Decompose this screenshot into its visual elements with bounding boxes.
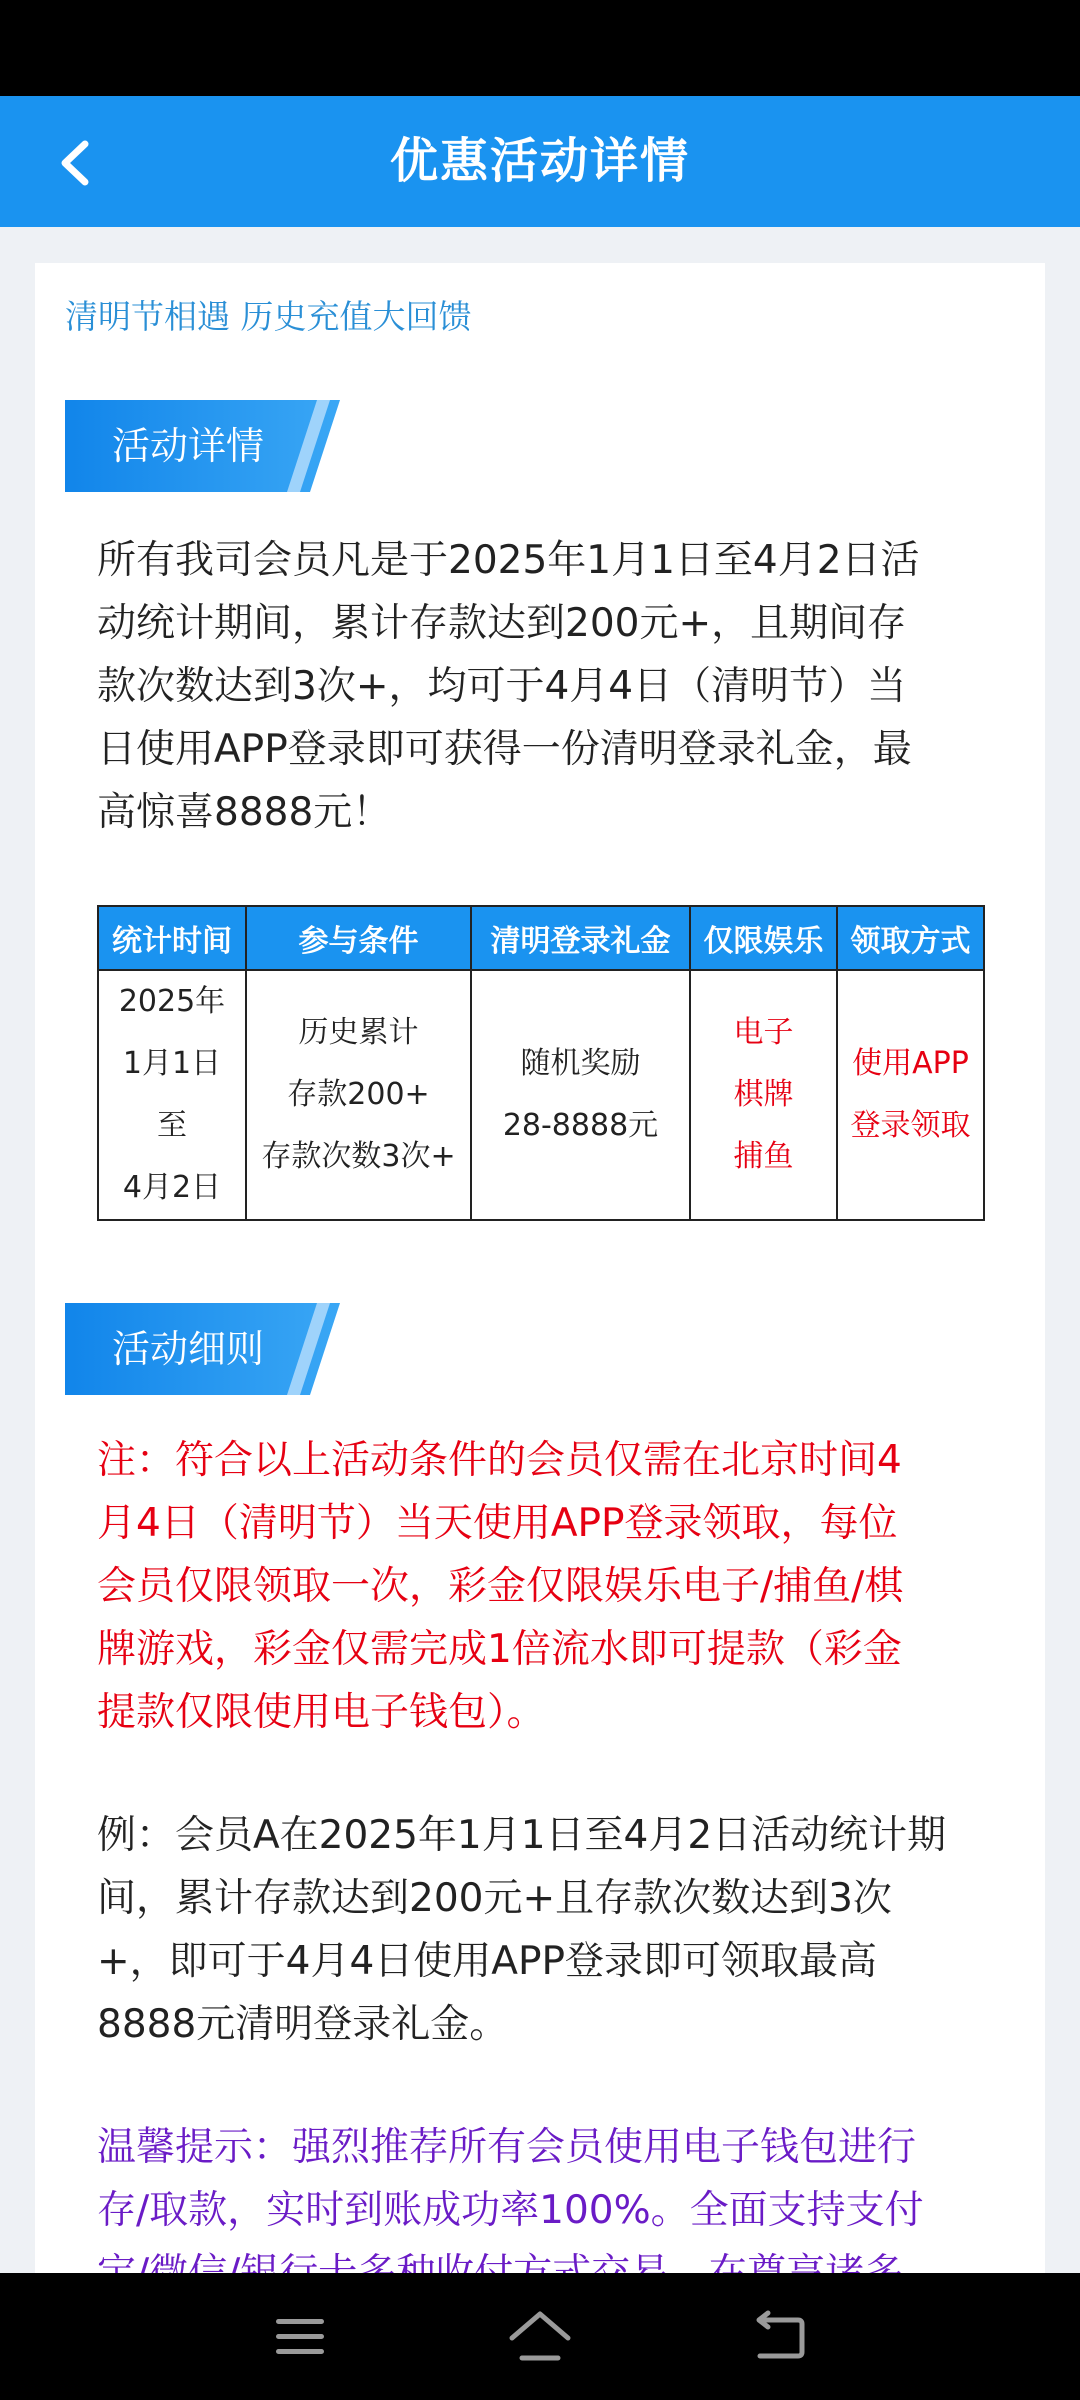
content-card [35,263,1045,2273]
activity-table [97,905,985,1221]
cell-period: 2025年 1月1日 至 4月2日 [98,970,246,1220]
table-header-cell: 清明登录礼金 [471,906,690,970]
home-icon [508,2310,572,2364]
text-line: 所有我司会员凡是于2025年1月1日至4月2日活 [97,538,920,583]
example-paragraph [97,1804,1017,2056]
chevron-left-icon [55,138,95,188]
text-line: 注：符合以上活动条件的会员仅需在北京时间4 [97,1438,902,1483]
rules-note [97,1429,1017,1744]
text-line: +，即可于4月4日使用APP登录即可领取最高 [97,1939,878,1984]
promo-title: 清明节相遇 历史充值大回馈 [65,297,472,336]
status-bar [0,0,1080,96]
text-line: 提款仅限使用电子钱包）。 [97,1690,546,1735]
text-line: 动统计期间，累计存款达到200元+，且期间存 [97,601,907,646]
section-label: 活动详情 [112,424,265,468]
text-line: 高惊喜8888元！ [97,790,392,835]
text-line: 会员仅限领取一次，彩金仅限娱乐电子/捕鱼/棋 [97,1564,904,1609]
return-button[interactable] [740,2297,820,2377]
menu-button[interactable] [260,2297,340,2377]
section-label: 活动细则 [112,1327,265,1371]
text-line: 牌游戏，彩金仅需完成1倍流水即可提款（彩金 [97,1627,902,1672]
return-icon [752,2312,808,2362]
cell-games: 电子 棋牌 捕鱼 [690,970,837,1220]
cell-bonus: 随机奖励 28-8888元 [471,970,690,1220]
table-header-cell: 统计时间 [98,906,246,970]
text-line: 款次数达到3次+，均可于4月4日（清明节）当 [97,664,907,709]
app-header [0,96,1080,227]
section-tab-details [65,400,340,492]
cell-condition: 历史累计 存款200+ 存款次数3次+ [246,970,471,1220]
text-line: 例：会员A在2025年1月1日至4月2日活动统计期 [97,1813,947,1858]
table-header-row [98,906,984,970]
table-header-cell: 仅限娱乐 [690,906,837,970]
table-header-cell: 参与条件 [246,906,471,970]
text-line: 存/取款，实时到账成功率100%。全面支持支付 [97,2188,924,2233]
home-button[interactable] [500,2297,580,2377]
system-nav-bar [0,2273,1080,2400]
back-button[interactable] [40,128,110,198]
table-row [98,970,984,1220]
cell-method: 使用APP 登录领取 [837,970,984,1220]
text-line: 月4日（清明节）当天使用APP登录领取，每位 [97,1501,898,1546]
text-line: 8888元清明登录礼金。 [97,2002,509,2047]
table-header-cell: 领取方式 [837,906,984,970]
text-line: 间，累计存款达到200元+且存款次数达到3次 [97,1876,892,1921]
section-tab-rules [65,1303,340,1395]
text-line: 日使用APP登录即可获得一份清明登录礼金，最 [97,727,912,772]
text-line: 温馨提示：强烈推荐所有会员使用电子钱包进行 [97,2125,917,2170]
details-paragraph [97,529,1017,844]
menu-icon [274,2315,326,2359]
page-title: 优惠活动详情 [389,133,690,189]
